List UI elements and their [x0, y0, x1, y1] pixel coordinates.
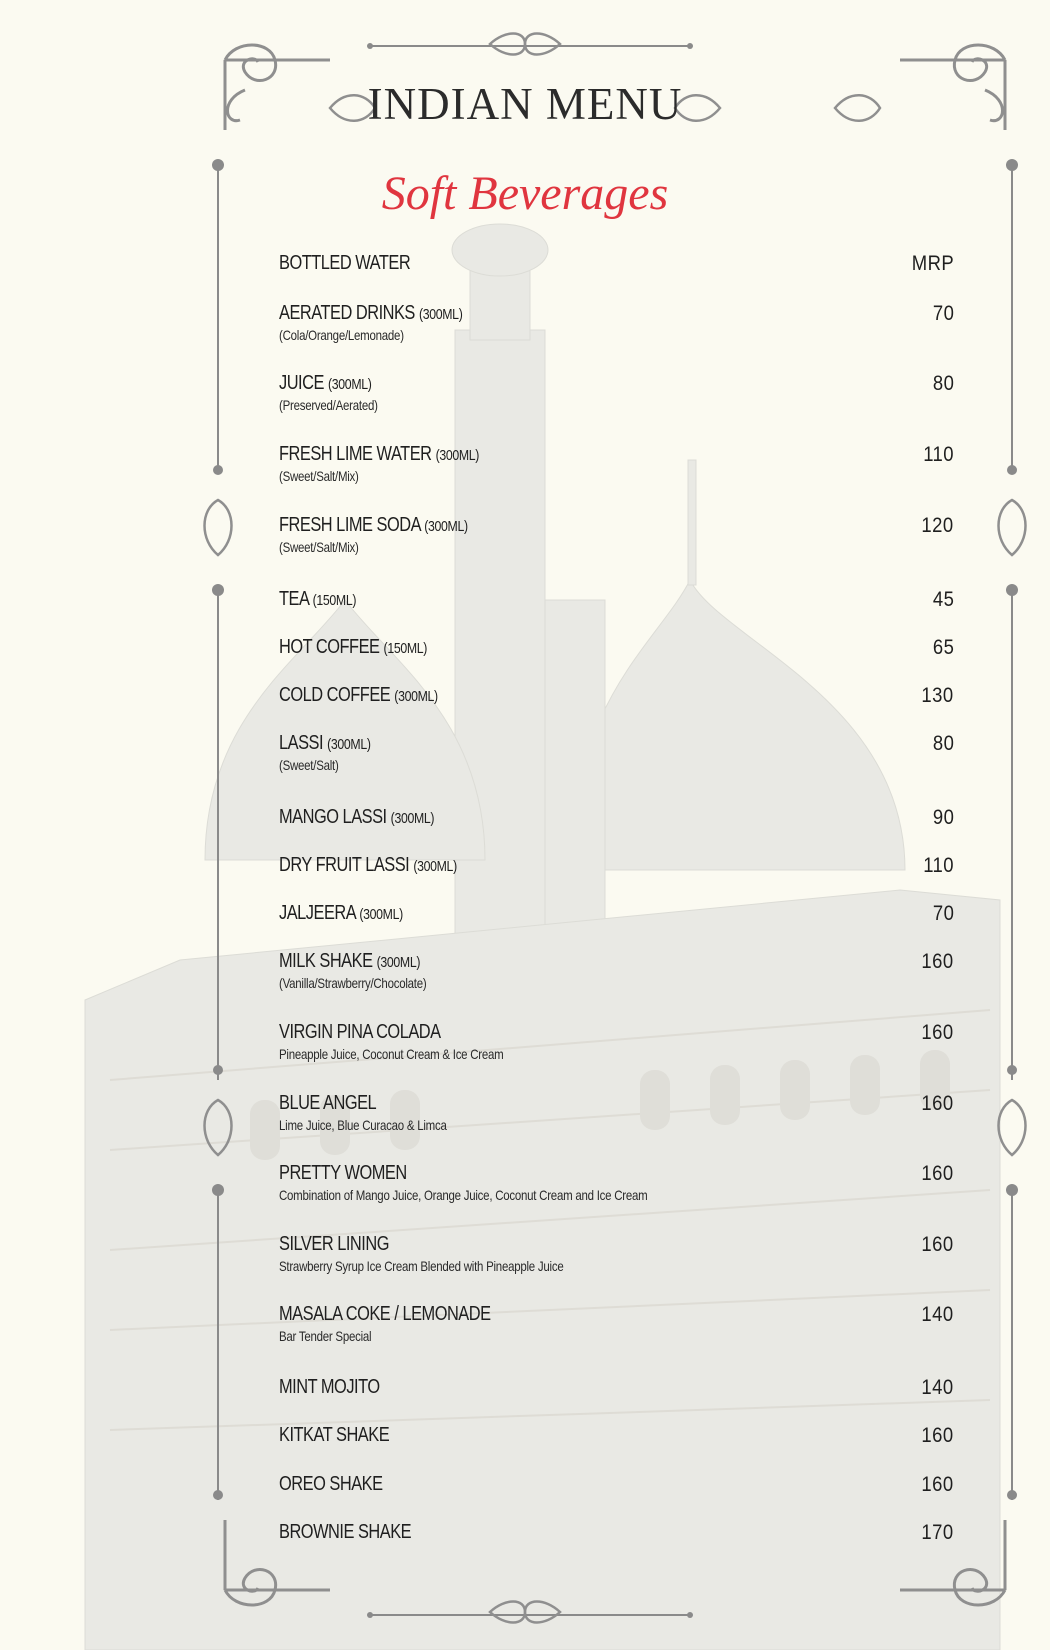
item-name-text: OREO SHAKE: [279, 1473, 383, 1495]
item-price: 70: [932, 902, 954, 925]
item-name-text: HOT COFFEE: [279, 636, 380, 658]
item-price: 130: [921, 684, 954, 707]
item-price: 160: [921, 1424, 954, 1447]
section-title: Soft Beverages: [381, 167, 669, 220]
item-name-text: TEA: [279, 588, 309, 610]
item-price: 170: [921, 1521, 954, 1544]
menu-item: [279, 1092, 954, 1133]
item-name-text: BROWNIE SHAKE: [279, 1521, 412, 1543]
item-name-text: SILVER LINING: [279, 1233, 389, 1255]
menu-item: [279, 1303, 954, 1344]
item-price: 160: [921, 1021, 954, 1044]
item-price: 140: [921, 1303, 954, 1326]
item-name: [279, 1021, 441, 1044]
menu-item: [279, 806, 954, 829]
item-name: [279, 1424, 389, 1447]
item-name-text: DRY FRUIT LASSI: [279, 854, 410, 876]
item-name-text: BLUE ANGEL: [279, 1092, 377, 1114]
item-price: 160: [921, 1233, 954, 1256]
item-price: 65: [932, 636, 954, 659]
item-name-text: KITKAT SHAKE: [279, 1424, 390, 1446]
item-name: [279, 252, 410, 275]
menu-item: [279, 732, 954, 773]
item-name-text: MASALA COKE / LEMONADE: [279, 1303, 491, 1325]
item-description: Strawberry Syrup Ice Cream Blended with Pineapple Juice: [279, 1258, 564, 1274]
item-name: [279, 1303, 491, 1326]
item-price: 80: [932, 732, 954, 755]
menu-item: [279, 950, 954, 991]
item-price: 160: [921, 1473, 954, 1496]
item-name-text: VIRGIN PINA COLADA: [279, 1021, 441, 1043]
menu-item: [279, 1233, 954, 1274]
menu-item: [279, 636, 954, 659]
item-name-text: PRETTY WOMEN: [279, 1162, 407, 1184]
item-price: MRP: [911, 252, 954, 275]
item-description: (Vanilla/Strawberry/Chocolate): [279, 975, 427, 991]
item-price: 160: [921, 950, 954, 973]
item-name: [279, 1233, 389, 1256]
item-price: 110: [923, 443, 954, 466]
item-description: (Sweet/Salt/Mix): [279, 468, 359, 484]
item-price: 160: [921, 1162, 954, 1185]
item-name: [279, 684, 438, 707]
menu-item: [279, 854, 954, 877]
item-description: Pineapple Juice, Coconut Cream & Ice Cream: [279, 1046, 504, 1062]
menu-item: [279, 1376, 954, 1399]
item-name: [279, 1521, 411, 1544]
item-price: 45: [932, 588, 954, 611]
item-name: [279, 372, 372, 395]
item-name: [279, 443, 479, 466]
item-size: (300ML): [413, 858, 457, 875]
item-name: [279, 1473, 383, 1496]
item-name-text: JALJEERA: [279, 902, 356, 924]
item-name: [279, 1376, 380, 1399]
menu-item: [279, 372, 954, 413]
item-name: [279, 854, 457, 877]
item-size: (300ML): [327, 736, 371, 753]
item-name-text: FRESH LIME WATER: [279, 443, 432, 465]
item-name-text: FRESH LIME SODA: [279, 514, 421, 536]
menu-title: INDIAN MENU: [367, 79, 683, 129]
item-name-text: AERATED DRINKS: [279, 302, 415, 324]
item-size: (300ML): [359, 906, 403, 923]
item-size: (300ML): [435, 447, 480, 464]
item-size: (300ML): [394, 688, 438, 705]
item-name: [279, 1162, 407, 1185]
item-size: (300ML): [390, 810, 435, 827]
item-price: 90: [932, 806, 954, 829]
item-name-text: MINT MOJITO: [279, 1376, 380, 1398]
item-name-text: LASSI: [279, 732, 324, 754]
item-size: (150ML): [312, 592, 357, 609]
item-size: (300ML): [328, 376, 372, 393]
menu-item: [279, 1021, 954, 1062]
item-name: [279, 806, 434, 829]
item-description: (Cola/Orange/Lemonade): [279, 327, 404, 343]
item-name-text: BOTTLED WATER: [279, 252, 411, 274]
item-name-text: MILK SHAKE: [279, 950, 373, 972]
menu-item: [279, 302, 954, 343]
menu-item: [279, 514, 954, 555]
item-price: 160: [921, 1092, 954, 1115]
item-description: Combination of Mango Juice, Orange Juice, Coconut Cream and Ice Cream: [279, 1187, 648, 1203]
item-name: [279, 514, 468, 537]
item-name: [279, 732, 371, 755]
item-name: [279, 588, 356, 611]
menu-item: [279, 252, 954, 275]
item-price: 120: [921, 514, 954, 537]
item-size: (300ML): [424, 518, 468, 535]
menu-item: [279, 1424, 954, 1447]
menu-item: [279, 1521, 954, 1544]
menu-item: [279, 443, 954, 484]
item-name: [279, 950, 420, 973]
item-size: (300ML): [376, 954, 421, 971]
item-name: [279, 636, 427, 659]
menu-item: [279, 1473, 954, 1496]
item-price: 140: [921, 1376, 954, 1399]
item-size: (150ML): [383, 640, 428, 657]
item-description: (Sweet/Salt/Mix): [279, 539, 359, 555]
item-name: [279, 902, 403, 925]
item-description: (Sweet/Salt): [279, 757, 339, 773]
item-description: Bar Tender Special: [279, 1328, 372, 1344]
menu-item: [279, 588, 954, 611]
item-size: (300ML): [418, 306, 463, 323]
item-name-text: MANGO LASSI: [279, 806, 387, 828]
item-price: 70: [932, 302, 954, 325]
item-name: [279, 1092, 376, 1115]
item-name-text: JUICE: [279, 372, 324, 394]
menu-item: [279, 684, 954, 707]
item-description: Lime Juice, Blue Curacao & Limca: [279, 1117, 447, 1133]
menu-item: [279, 902, 954, 925]
item-description: (Preserved/Aerated): [279, 397, 378, 413]
menu-item: [279, 1162, 954, 1203]
item-name: [279, 302, 462, 325]
item-name-text: COLD COFFEE: [279, 684, 391, 706]
item-price: 110: [923, 854, 954, 877]
item-price: 80: [932, 372, 954, 395]
